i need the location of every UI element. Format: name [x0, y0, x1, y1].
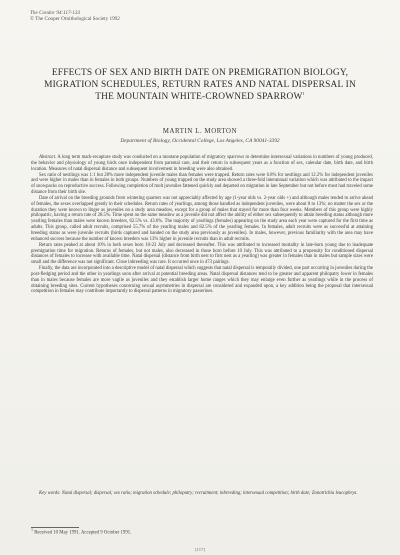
journal-header: [30, 10, 120, 22]
article-title-text: EFFECTS OF SEX AND BIRTH DATE ON PREMIGRATION BIOLOGY, MIGRATION SCHEDULES, RETURN RATES AND NATAL DISPERSAL IN THE MOUNTAIN WHITE-CROWNED SPARROW: [44, 68, 356, 102]
abstract-paragraph: Return rates peaked at about 10% in both sexes born 10-23 July and decreased thereafter. This was attributed to increased mortality in late-born young due to inadequate premigration time for migration. Returns of females, but not males, also decreased in those born before 10 July. This was attributed to a propensity for conditioned dispersal distances of females to increase with available time. Natal dispersal (distance from birth nest to first nest as a yearling) was greater in females than in males but sample sizes were small and the difference was not significant. Close inbreeding was rare. It occurred once in 473 pairings.: [31, 242, 373, 266]
abstract-label: Abstract.: [39, 155, 57, 160]
abstract-paragraph: Finally, the data are incorporated into a descriptive model of natal dispersal which suggests that natal dispersal is temporally divided, one part occurring in juveniles during the post-fledging period and the other in yearlings soon after arrival at potential breeding areas. Natal dispersal distances tend to be greater and apparent philopatry lower in females than in males because females are more vagile as juveniles and they establish larger home ranges which they may enlarge even further as yearlings while in the process of obtaining breeding sites. Current hypotheses concerning sexual asymmetries in dispersal are considered and expanded upon, a key addition being the proposal that intersexual competition in females may contribute importantly to dispersal patterns in migratory passerines.: [31, 266, 373, 295]
article-title: [40, 68, 360, 103]
received-footnote: [31, 527, 132, 536]
author-affiliation: Department of Biology, Occidental College, Los Angeles, CA 90041-3392: [120, 138, 280, 144]
copyright-line: © The Cooper Ornithological Society 1992: [30, 16, 120, 22]
footnote-text: Received 10 May 1991. Accepted 9 October 1991.: [34, 530, 132, 536]
keywords-text: Natal dispersal; dispersal; sex ratio; migration schedule; philopatry; recruitment; inbreeding; intersexual competition; birth date; Zonotrichia leucophrys.: [61, 491, 358, 496]
author-name: MARTIN L. MORTON: [162, 128, 238, 135]
abstract-paragraph: [31, 155, 373, 173]
page-number: [117]: [195, 547, 205, 552]
footnote-divider: [31, 527, 79, 528]
journal-citation: The Condor 94:117-133: [30, 10, 81, 16]
title-footnote-mark: 1: [302, 90, 305, 96]
abstract-paragraph: Date of arrival on the breeding grounds from wintering quarters was not appreciably affected by age (1-year olds vs. 2-year olds +) and although males tended to arrive ahead of females, the sexes overlapped greatly in their schedules. Return rates of yearlings, among those handled as independent juveniles, were about 8 to 13%; no matter the sex or the duration they were known to linger as juveniles on a study area meadow, except for a group of males that stayed for more than four weeks. Members of this group were highly philopatric, having a return rate of 28.5%. Time spent on the same meadow as a juvenile did not affect the ability of either sex subsequently to attain breeding status although more yearling females than males were known breeders, 62.5% vs. 43.6%. The majority of yearlings (females) appearing on the study area each year were captured for the first time as adults. This group, called adult recruits, comprised 55.7% of the yearling males and 82.5% of the yearling females. In females, adult recruits were as successful at attaining breeding status as were juvenile recruits (birds captured and banded on the study area previously as juveniles). In males, however, previous familiarity with the area may have enhanced success because the number of known breeders was 13% higher in juvenile recruits than in adult recruits.: [31, 195, 373, 242]
footnote-mark: 1: [31, 527, 33, 532]
paragraph-text: A long term mark-recapture study was conducted on a montane population of migratory sparrows to determine intersexual variations in numbers of young produced, the behavior and physiology of young birds once independent from parental care, and their return in subsequent years as a function of sex, calendar date, birth date, and birth location. Measures of natal dispersal distance and subsequent involvement in breeding were also obtained.: [31, 155, 373, 172]
abstract-paragraph: Sex ratio of nestlings was 1:1 but 28% more independent juvenile males than females were trapped. Return rates were 6.8% for nestlings and 12.2% for independent juveniles and were higher in males than in females in both groups. Numbers of young trapped on the study area showed a three-fold interannual variation which was attributed to the impact of snowpacks on reproductive success. Following completion of molt juveniles fattened quickly and departed on migration in late September but not before most had traveled some distance from their birth site.: [31, 172, 373, 196]
keywords-label: Key words:: [39, 491, 61, 496]
abstract-body: [31, 155, 373, 295]
keywords: [31, 491, 373, 497]
